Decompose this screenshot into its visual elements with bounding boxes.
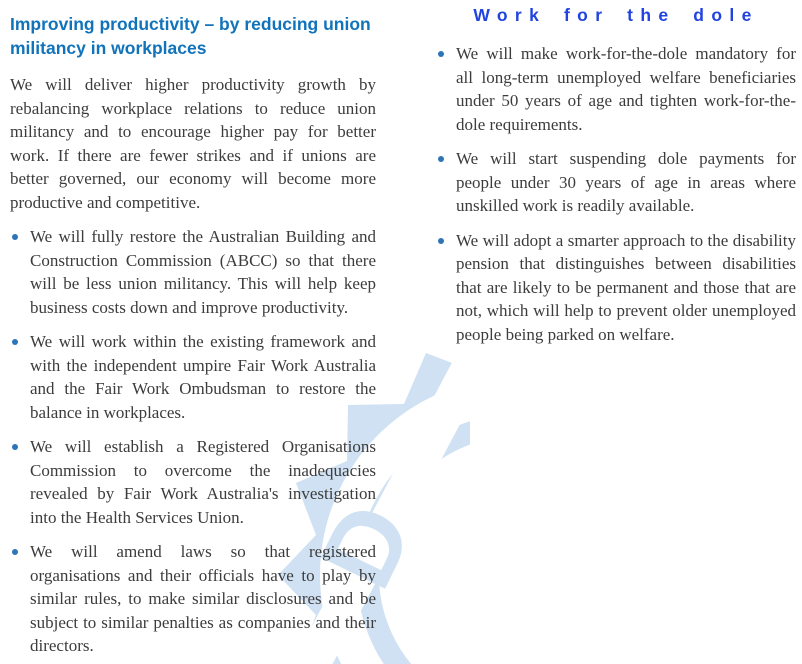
left-column-heading: Improving productivity – by reducing union militancy in workplaces <box>10 14 371 58</box>
left-column <box>10 12 376 664</box>
list-item <box>436 147 796 218</box>
list-item <box>10 330 376 424</box>
bullet-icon <box>438 238 444 244</box>
bullet-text: We will make work-for-the-dole mandatory for all long-term unemployed welfare beneficiaries under 50 years of age and tighten work-for-the-dole requirements. <box>456 44 796 134</box>
list-item <box>436 42 796 136</box>
list-item <box>10 435 376 529</box>
bullet-text: We will establish a Registered Organisations Commission to overcome the inadequacies revealed by Fair Work Australia's investigation into the Health Services Union. <box>30 437 376 527</box>
right-bullet-list <box>436 42 796 346</box>
bullet-text: We will fully restore the Australian Building and Construction Commission (ABCC) so that there will be less union militancy. This will help keep business costs down and improve productivity. <box>30 227 376 317</box>
list-item <box>10 540 376 658</box>
right-column-heading: Work for the dole <box>473 5 759 25</box>
bullet-icon <box>438 156 444 162</box>
bullet-text: We will adopt a smarter approach to the disability pension that distinguishes between disabilities that are likely to be permanent and those that are not, which will help to prevent older unemployed people being parked on welfare. <box>456 230 796 344</box>
bullet-icon <box>12 444 18 450</box>
bullet-icon <box>438 51 444 57</box>
bullet-text: We will start suspending dole payments for people under 30 years of age in areas where unskilled work is readily available. <box>456 149 796 215</box>
bullet-icon <box>12 339 18 345</box>
left-bullet-list <box>10 225 376 658</box>
right-column <box>436 2 796 357</box>
bullet-text: We will work within the existing framework and with the independent umpire Fair Work Australia and the Fair Work Ombudsman to restore the balance in workplaces. <box>30 332 376 422</box>
bullet-text: We will amend laws so that registered organisations and their officials have to play by similar rules, to make similar disclosures and be subject to similar penalties as companies and their directors. <box>30 542 376 655</box>
list-item <box>436 229 796 347</box>
left-column-intro-paragraph: We will deliver higher productivity growth by rebalancing workplace relations to reduce union militancy and to encourage higher pay for better work. If there are fewer strikes and if unions are better governed, our economy will become more productive and competitive. <box>10 75 376 212</box>
bullet-icon <box>12 234 18 240</box>
emblem-letter: D <box>298 486 436 606</box>
list-item <box>10 225 376 319</box>
bullet-icon <box>12 549 18 555</box>
